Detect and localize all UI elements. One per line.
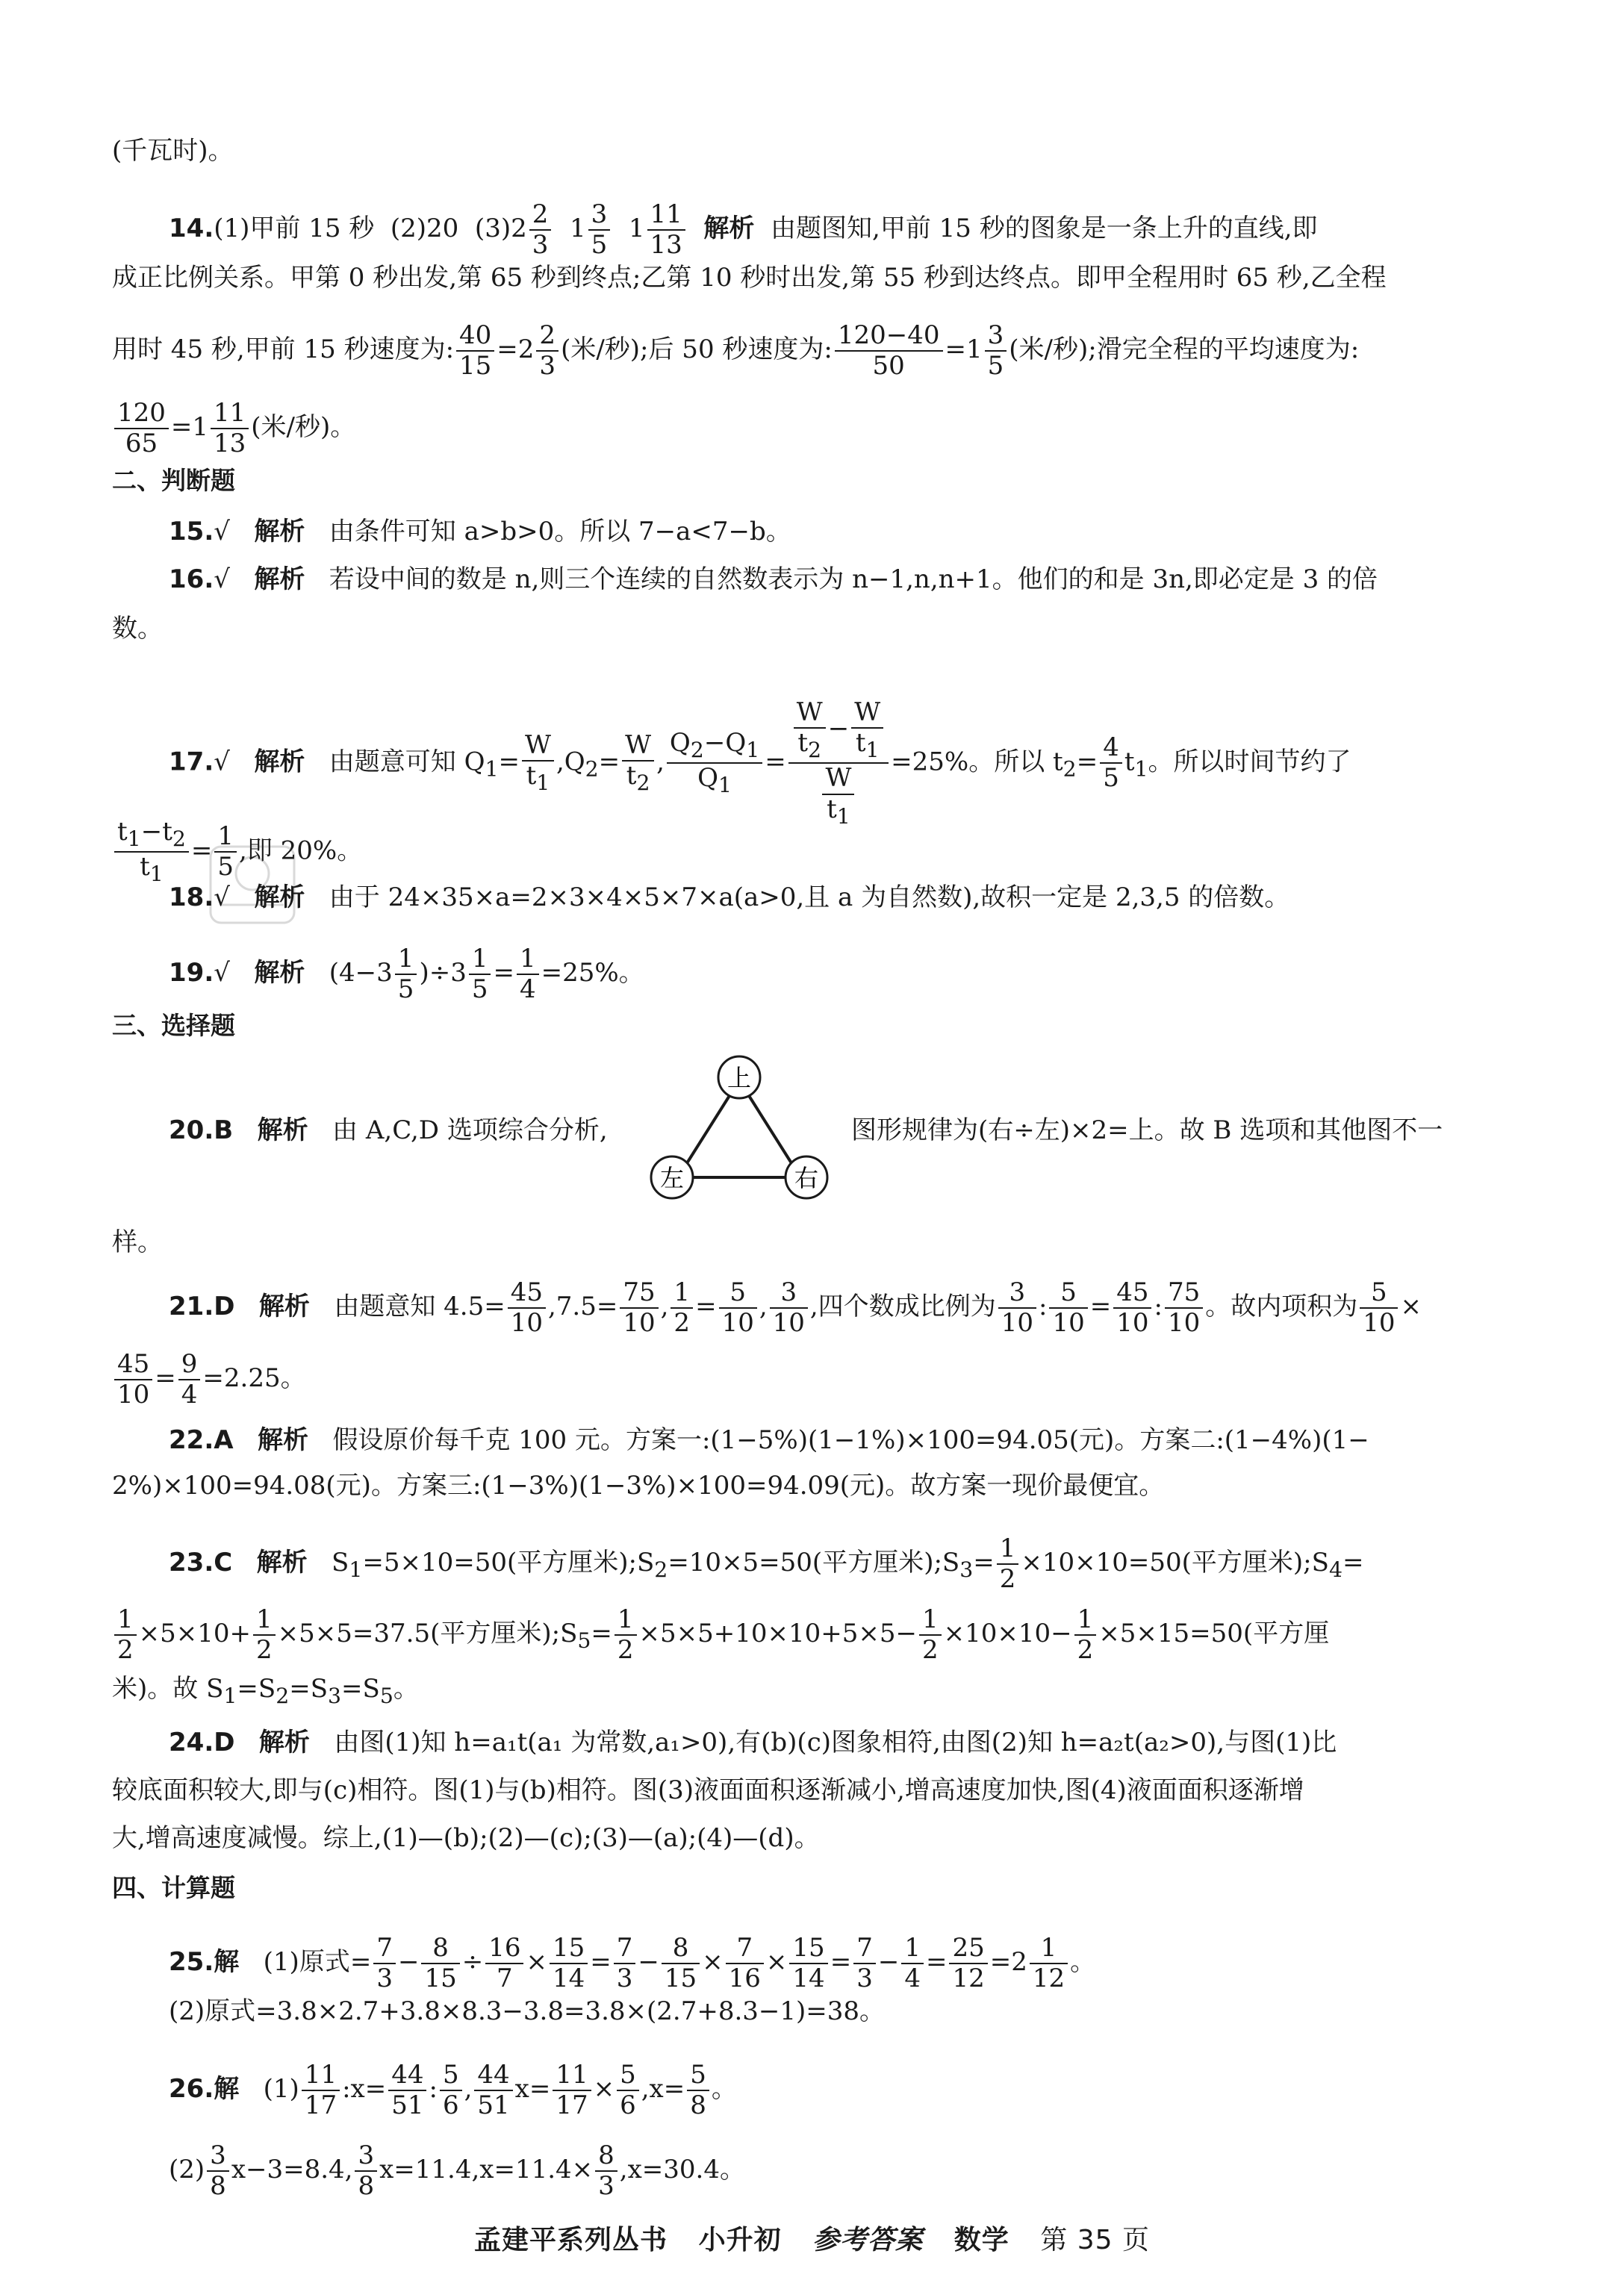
node-right-label: 右 xyxy=(794,1164,819,1192)
q16-line1: 16.√ 解析 若设中间的数是 n,则三个连续的自然数表示为 n−1,n,n+1。他们的和是 3n,即必定是 3 的倍 xyxy=(169,564,1378,594)
q24-line3: 大,增高速度减慢。综上,(1)—(b);(2)—(c);(3)—(a);(4)—(d)。 xyxy=(112,1823,820,1853)
q17-line1: 17.√ 解析 由题意可知 $Q_1=$ $\frac{W}{t_1}$ $,Q_2=$ $\frac{W}{t_2}$ , $\frac{Q_2-Q_1}{Q_1}$ = $\frac{W}{t_2}$ − $\frac{W}{t_1}$ $\frac{W}{t_1}$ =25%。所以 $t_2=$ $\frac{4}{5}$ $t_1$。所以时间节约了 xyxy=(169,697,1351,829)
triangle-diagram xyxy=(642,1049,840,1217)
q20-line1b: 图形规律为(右÷左)×2=上。故 B 选项和其他图不一 xyxy=(851,1115,1443,1145)
q23-line2: $\frac{1}{2}$ ×5×10+ $\frac{1}{2}$ ×5×5=37.5(平方厘米)$;S_5=$ $\frac{1}{2}$ ×5×5+10×10+5×5− $\frac{1}{2}$ ×10×10− $\frac{1}{2}$ ×5×15=50(平方厘 xyxy=(112,1605,1519,1665)
q14-line1: 14.(1)甲前 15 秒 (2)20 (3)2 $\frac{2}{3}$ 1 $\frac{3}{5}$ 1 $\frac{11}{13}$ 解析 由题图知,甲前 15 秒的图象是一条上升的直线,即 xyxy=(169,199,1318,261)
q26-line1: 26.解 (1) $\frac{11}{17}$ :x= $\frac{44}{51}$ : $\frac{5}{6}$ , $\frac{44}{51}$ x= $\frac{11}{17}$ × $\frac{5}{6}$ ,x= $\frac{5}{8}$ 。 xyxy=(169,2060,737,2121)
q18: 18.√ 解析 由于 24×35×a=2×3×4×5×7×a(a>0,且 a 为自然数),故积一定是 2,3,5 的倍数。 xyxy=(169,882,1290,912)
node-top-label: 上 xyxy=(727,1064,752,1092)
q23-line3: 米)。故 $S_1=S_2=S_3=S_5$。 xyxy=(112,1674,419,1708)
q21-line1: 21.D 解析 由题意知 4.5= $\frac{45}{10}$ ,7.5= $\frac{75}{10}$ , $\frac{1}{2}$ = $\frac{5}{10}$ , $\frac{3}{10}$ ,四个数成比例为 $\frac{3}{10}$ : $\frac{5}{10}$ = $\frac{45}{10}$ : $\frac{75}{10}$ 。故内项积为 $\frac{5}{10}$ × xyxy=(169,1277,1422,1339)
q22-line1: 22.A 解析 假设原价每千克 100 元。方案一:(1−5%)(1−1%)×100=94.05(元)。方案二:(1−4%)(1− xyxy=(169,1425,1369,1455)
line-top: (千瓦时)。 xyxy=(112,136,234,166)
footer-level: 小升初 xyxy=(698,2225,782,2255)
section-2-heading: 二、判断题 xyxy=(112,466,235,495)
q14-line2: 成正比例关系。甲第 0 秒出发,第 65 秒到终点;乙第 10 秒时出发,第 55 秒到达终点。即甲全程用时 65 秒,乙全程 xyxy=(112,263,1387,293)
q15: 15.√ 解析 由条件可知 a>b>0。所以 7−a<7−b。 xyxy=(169,517,791,546)
q20-line1a: 20.B 解析 由 A,C,D 选项综合分析, xyxy=(169,1115,608,1145)
q14-line3: 用时 45 秒,甲前 15 秒速度为: $\frac{40}{15}$ =2 $\frac{2}{3}$ (米/秒);后 50 秒速度为: $\frac{120-40}{50}$ =1 $\frac{3}{5}$ (米/秒);滑完全程的平均速度为: xyxy=(112,320,1360,382)
node-left-label: 左 xyxy=(659,1164,685,1192)
q24-line1: 24.D 解析 由图(1)知 h=a₁t(a₁ 为常数,a₁>0),有(b)(c)图象相符,由图(2)知 h=a₂t(a₂>0),与图(1)比 xyxy=(169,1728,1337,1757)
q17-line2: $\frac{t_1-t_2}{t_1}$ = $\frac{1}{5}$ ,即 20%。 xyxy=(112,818,1519,887)
footer-page: 第 35 页 xyxy=(1040,2225,1150,2255)
footer-series: 孟建平系列丛书 xyxy=(474,2225,668,2255)
q20-line2: 样。 xyxy=(112,1227,163,1257)
q14-line4: $\frac{120}{65}$ =1 $\frac{11}{13}$ (米/秒)。 xyxy=(112,399,1519,458)
q24-line2: 较底面积较大,即与(c)相符。图(1)与(b)相符。图(3)液面面积逐渐减小,增高速度加快,图(4)液面面积逐渐增 xyxy=(112,1775,1304,1805)
section-4-heading: 四、计算题 xyxy=(112,1873,235,1902)
q22-line2: 2%)×100=94.08(元)。方案三:(1−3%)(1−3%)×100=94.09(元)。故方案一现价最便宜。 xyxy=(112,1471,1165,1501)
section-3-heading: 三、选择题 xyxy=(112,1011,235,1040)
q25-line2: (2)原式=3.8×2.7+3.8×8.3−3.8=3.8×(2.7+8.3−1)=38。 xyxy=(169,1996,886,2026)
q19: 19.√ 解析 (4−3 $\frac{1}{5}$ )÷3 $\frac{1}{5}$ = $\frac{1}{4}$ =25%。 xyxy=(169,944,644,1005)
q23-line1: 23.C 解析 $S_1=5\times 10=50$(平方厘米)$;S_2=10\times 5=50$(平方厘米)$;S_3=$ $\frac{1}{2}$ ×10×10=50(平方厘米)$;S_4=$ xyxy=(169,1533,1364,1595)
page-footer xyxy=(0,2219,1624,2257)
q25-line1: 25.解 (1)原式= $\frac{7}{3}$ − $\frac{8}{15}$ ÷ $\frac{16}{7}$ × $\frac{15}{14}$ = $\frac{7}{3}$ − $\frac{8}{15}$ × $\frac{7}{16}$ × $\frac{15}{14}$ = $\frac{7}{3}$ − $\frac{1}{4}$ = $\frac{25}{12}$ =2 $\frac{1}{12}$ 。 xyxy=(169,1933,1096,1994)
q16-line2: 数。 xyxy=(112,614,163,644)
footer-subject: 数学 xyxy=(953,2225,1009,2255)
q21-line2: $\frac{45}{10}$ = $\frac{9}{4}$ =2.25。 xyxy=(112,1350,1519,1410)
q26-line2: (2) $\frac{3}{8}$ x−3=8.4, $\frac{3}{8}$ x=11.4,x=11.4× $\frac{8}{3}$ ,x=30.4。 xyxy=(169,2140,745,2202)
footer-book: 参考答案 xyxy=(812,2225,924,2255)
